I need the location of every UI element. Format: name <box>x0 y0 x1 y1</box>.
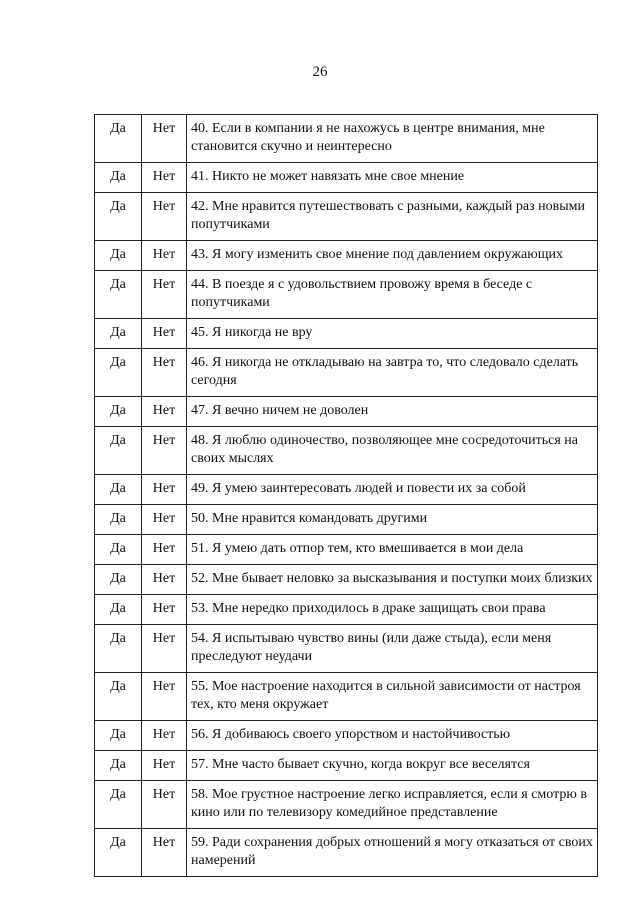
answer-yes-cell: Да <box>95 565 142 595</box>
answer-yes-cell: Да <box>95 271 142 319</box>
answer-yes-cell: Да <box>95 349 142 397</box>
answer-no-cell: Нет <box>142 475 187 505</box>
question-row <box>95 535 598 565</box>
answer-yes-cell: Да <box>95 427 142 475</box>
answer-no-cell: Нет <box>142 271 187 319</box>
answer-yes-cell: Да <box>95 673 142 721</box>
question-row <box>95 595 598 625</box>
answer-no-cell: Нет <box>142 163 187 193</box>
answer-yes-cell: Да <box>95 751 142 781</box>
question-row <box>95 751 598 781</box>
answer-no-cell: Нет <box>142 565 187 595</box>
question-row <box>95 163 598 193</box>
question-row <box>95 829 598 877</box>
answer-no-cell: Нет <box>142 673 187 721</box>
statement-cell: 42. Мне нравится путешествовать с разными, каждый раз новыми попутчиками <box>187 193 598 241</box>
statement-cell: 58. Мое грустное настроение легко исправляется, если я смотрю в кино или по телевизору комедийное представление <box>187 781 598 829</box>
answer-no-cell: Нет <box>142 319 187 349</box>
questionnaire-rows <box>95 115 598 877</box>
question-row <box>95 319 598 349</box>
statement-cell: 40. Если в компании я не нахожусь в центре внимания, мне становится скучно и неинтересно <box>187 115 598 163</box>
answer-no-cell: Нет <box>142 241 187 271</box>
question-row <box>95 241 598 271</box>
answer-no-cell: Нет <box>142 625 187 673</box>
answer-yes-cell: Да <box>95 193 142 241</box>
statement-cell: 57. Мне часто бывает скучно, когда вокруг все веселятся <box>187 751 598 781</box>
answer-yes-cell: Да <box>95 721 142 751</box>
answer-yes-cell: Да <box>95 397 142 427</box>
answer-yes-cell: Да <box>95 535 142 565</box>
answer-yes-cell: Да <box>95 781 142 829</box>
statement-cell: 54. Я испытываю чувство вины (или даже стыда), если меня преследуют неудачи <box>187 625 598 673</box>
question-row <box>95 721 598 751</box>
question-row <box>95 271 598 319</box>
statement-cell: 53. Мне нередко приходилось в драке защищать свои права <box>187 595 598 625</box>
question-row <box>95 505 598 535</box>
answer-no-cell: Нет <box>142 505 187 535</box>
statement-cell: 41. Никто не может навязать мне свое мнение <box>187 163 598 193</box>
statement-cell: 59. Ради сохранения добрых отношений я могу отказаться от своих намерений <box>187 829 598 877</box>
statement-cell: 48. Я люблю одиночество, позволяющее мне сосредоточиться на своих мыслях <box>187 427 598 475</box>
answer-yes-cell: Да <box>95 595 142 625</box>
question-row <box>95 475 598 505</box>
question-row <box>95 565 598 595</box>
statement-cell: 56. Я добиваюсь своего упорством и настойчивостью <box>187 721 598 751</box>
answer-yes-cell: Да <box>95 241 142 271</box>
page-number: 26 <box>312 64 328 80</box>
answer-yes-cell: Да <box>95 505 142 535</box>
page-bottom-edge <box>0 884 640 905</box>
question-row <box>95 193 598 241</box>
answer-no-cell: Нет <box>142 115 187 163</box>
questionnaire-table <box>94 114 598 877</box>
answer-no-cell: Нет <box>142 751 187 781</box>
question-row <box>95 427 598 475</box>
question-row <box>95 115 598 163</box>
answer-no-cell: Нет <box>142 427 187 475</box>
answer-no-cell: Нет <box>142 397 187 427</box>
answer-no-cell: Нет <box>142 829 187 877</box>
answer-no-cell: Нет <box>142 193 187 241</box>
statement-cell: 55. Мое настроение находится в сильной зависимости от настроя тех, кто меня окружает <box>187 673 598 721</box>
question-row <box>95 397 598 427</box>
statement-cell: 46. Я никогда не откладываю на завтра то, что следовало сделать сегодня <box>187 349 598 397</box>
question-row <box>95 349 598 397</box>
statement-cell: 43. Я могу изменить свое мнение под давлением окружающих <box>187 241 598 271</box>
statement-cell: 52. Мне бывает неловко за высказывания и поступки моих близких <box>187 565 598 595</box>
answer-yes-cell: Да <box>95 163 142 193</box>
statement-cell: 50. Мне нравится командовать другими <box>187 505 598 535</box>
answer-yes-cell: Да <box>95 829 142 877</box>
answer-no-cell: Нет <box>142 535 187 565</box>
statement-cell: 51. Я умею дать отпор тем, кто вмешивается в мои дела <box>187 535 598 565</box>
statement-cell: 45. Я никогда не вру <box>187 319 598 349</box>
answer-no-cell: Нет <box>142 595 187 625</box>
answer-yes-cell: Да <box>95 475 142 505</box>
answer-no-cell: Нет <box>142 781 187 829</box>
statement-cell: 44. В поезде я с удовольствием провожу время в беседе с попутчиками <box>187 271 598 319</box>
answer-yes-cell: Да <box>95 319 142 349</box>
question-row <box>95 625 598 673</box>
answer-yes-cell: Да <box>95 625 142 673</box>
question-row <box>95 673 598 721</box>
answer-no-cell: Нет <box>142 721 187 751</box>
answer-yes-cell: Да <box>95 115 142 163</box>
statement-cell: 49. Я умею заинтересовать людей и повести их за собой <box>187 475 598 505</box>
statement-cell: 47. Я вечно ничем не доволен <box>187 397 598 427</box>
question-row <box>95 781 598 829</box>
answer-no-cell: Нет <box>142 349 187 397</box>
